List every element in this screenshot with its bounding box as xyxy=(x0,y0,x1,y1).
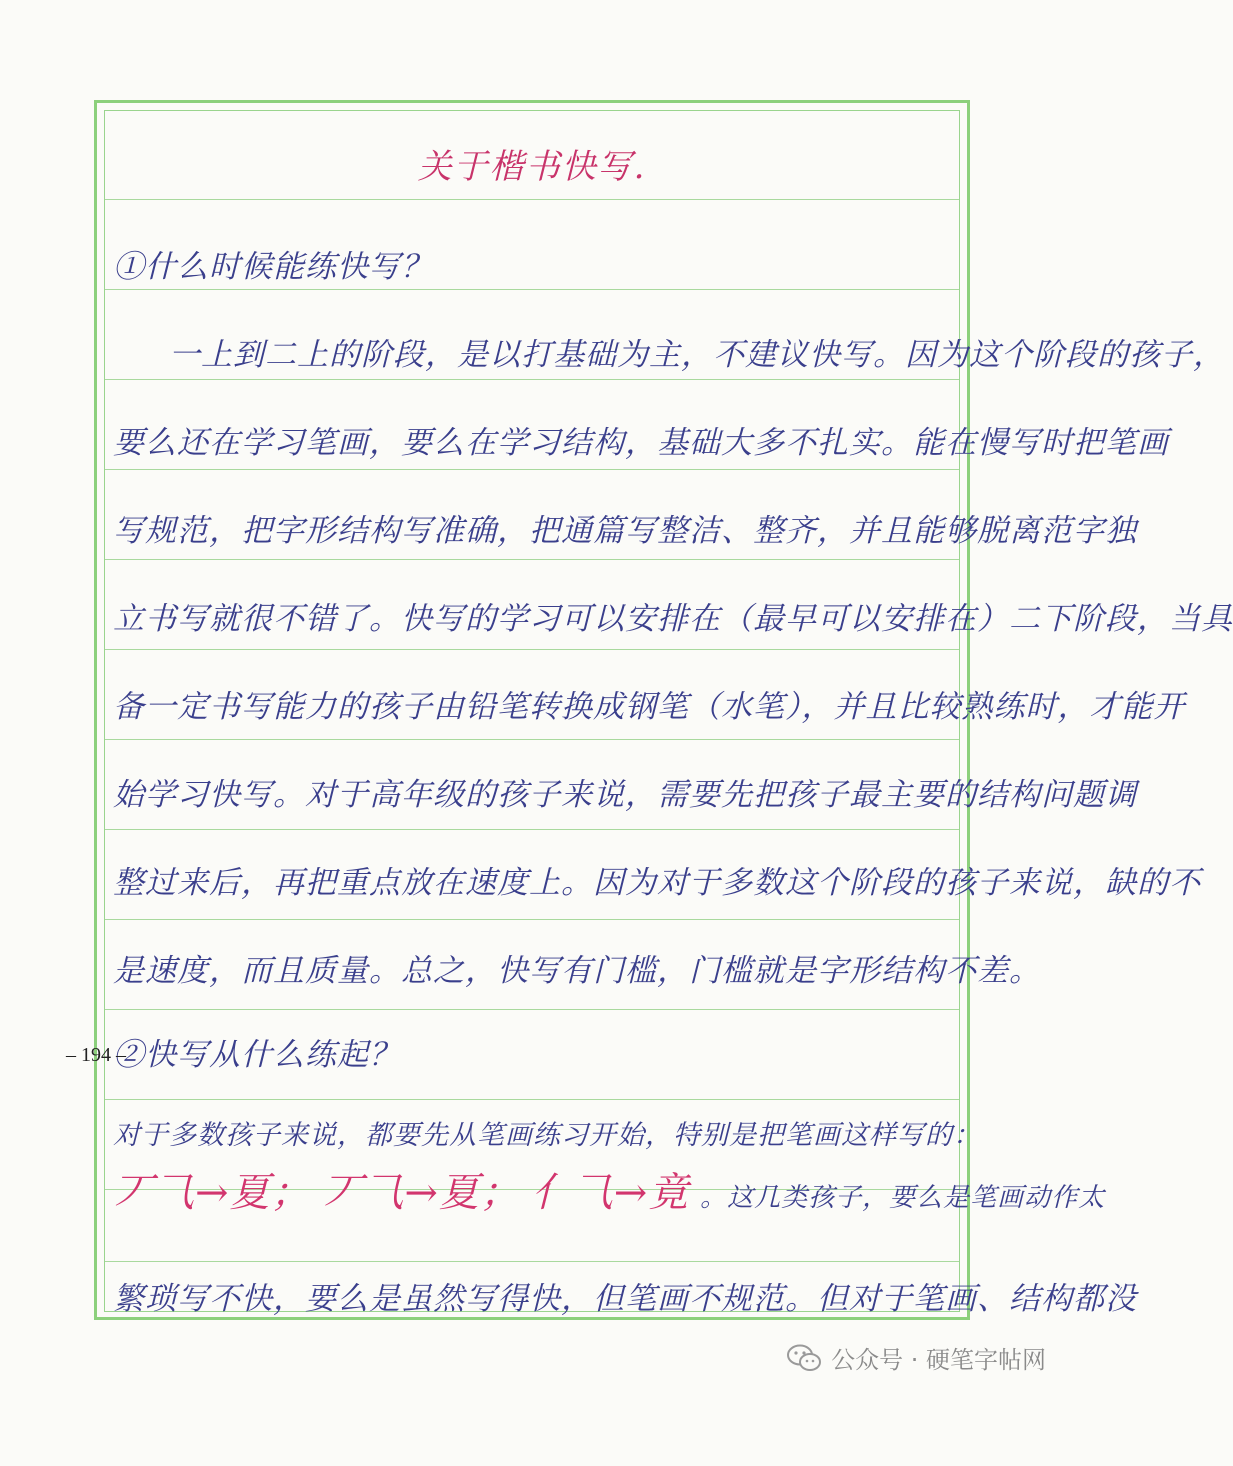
watermark-text: 公众号 · 硬笔字帖网 xyxy=(831,1346,1046,1374)
example-line-tail: 。这几类孩子，要么是笔画动作太 xyxy=(700,1183,1106,1213)
grid-rule xyxy=(105,829,959,830)
grid-rule xyxy=(105,739,959,740)
question-heading-1: ①什么时候能练快写？ xyxy=(113,249,433,285)
body-line: 繁琐写不快，要么是虽然写得快，但笔画不规范。但对于笔画、结构都没 xyxy=(113,1281,1137,1317)
stroke-example-2: 丆⺄→夏； xyxy=(322,1170,521,1216)
body-line: 整过来后，再把重点放在速度上。因为对于多数这个阶段的孩子来说，缺的不 xyxy=(113,865,1201,901)
question-heading-2: ②快写从什么练起？ xyxy=(113,1037,401,1073)
grid-rule xyxy=(105,1009,959,1010)
watermark xyxy=(787,1340,1046,1375)
body-line: 备一定书写能力的孩子由铅笔转换成钢笔（水笔），并且比较熟练时，才能开 xyxy=(113,689,1186,725)
grid-rule xyxy=(105,199,959,200)
body-line: 要么还在学习笔画，要么在学习结构，基础大多不扎实。能在慢写时把笔画 xyxy=(113,425,1169,461)
body-line: 是速度，而且质量。总之，快写有门槛，门槛就是字形结构不差。 xyxy=(113,953,1041,989)
page-number: – 194 – xyxy=(66,1044,126,1066)
body-line: 写规范，把字形结构写准确，把通篇写整洁、整齐，并且能够脱离范字独 xyxy=(113,513,1137,549)
grid-rule xyxy=(105,919,959,920)
body-line: 一上到二上的阶段，是以打基础为主，不建议快写。因为这个阶段的孩子， xyxy=(169,337,1225,373)
stroke-example-3: ⺅⺄→竟 xyxy=(531,1170,690,1216)
page-title: 关于楷书快写. xyxy=(417,147,647,187)
grid-rule xyxy=(105,1261,959,1262)
example-line xyxy=(113,1161,1106,1218)
grid-rule xyxy=(105,379,959,380)
grid-rule xyxy=(105,469,959,470)
grid-rule xyxy=(105,289,959,290)
grid-rule xyxy=(105,649,959,650)
writing-grid xyxy=(104,110,1233,1317)
wechat-icon xyxy=(787,1344,821,1372)
grid-rule xyxy=(105,559,959,560)
stroke-example-1: 丆⺄→夏； xyxy=(113,1170,312,1216)
body-line: 立书写就很不错了。快写的学习可以安排在（最早可以安排在）二下阶段，当具 xyxy=(113,601,1233,637)
body-line: 始学习快写。对于高年级的孩子来说，需要先把孩子最主要的结构问题调 xyxy=(113,777,1137,813)
grid-rule xyxy=(105,1099,959,1100)
body-line: 对于多数孩子来说，都要先从笔画练习开始，特别是把笔画这样写的： xyxy=(113,1120,981,1151)
